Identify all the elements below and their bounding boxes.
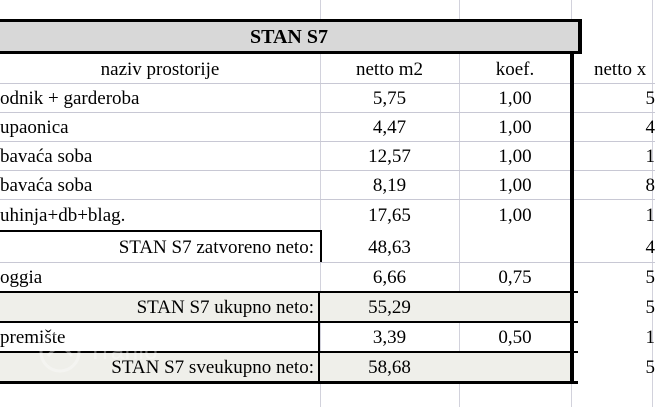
summary-label: STAN S7 ukupno neto: [136,296,314,318]
header-area: netto m2 [355,58,424,80]
header-name: naziv prostorije [100,58,220,80]
coef-value: 1,00 [498,87,532,109]
area-value: 4,47 [372,116,407,138]
area-value: 17,65 [368,204,411,226]
netto-x-value: 5 [645,356,655,378]
room-name: premište [0,326,66,348]
area-value: 48,63 [368,236,411,258]
netto-x-value: 1 [645,326,655,348]
coef-value: 0,75 [498,266,532,288]
summary-label: STAN S7 zatvoreno neto: [118,236,314,258]
room-name: bavaća soba [0,174,93,196]
netto-x-value: 8 [645,174,655,196]
header-coef: koef. [495,58,535,80]
coef-value [459,353,571,381]
room-name: uhinja+db+blag. [0,204,126,226]
room-name: upaonica [0,116,69,138]
coef-value [459,293,571,321]
room-name: oggia [0,266,43,288]
area-value: 55,29 [368,296,411,318]
coef-value: 1,00 [498,204,532,226]
summary-label: STAN S7 sveukupno neto: [111,356,314,378]
coef-value: 0,50 [498,326,532,348]
netto-x-value: 4 [645,236,655,258]
netto-x-value: 5 [645,87,655,109]
area-value: 5,75 [372,87,407,109]
netto-x-value: 1 [645,204,655,226]
area-value: 12,57 [368,145,411,167]
coef-value [459,232,571,262]
netto-x-value: 4 [645,116,655,138]
netto-x-value: 5 [645,296,655,318]
netto-x-value: 5 [645,266,655,288]
room-name: odnik + garderoba [0,87,140,109]
coef-value: 1,00 [498,116,532,138]
area-value: 58,68 [368,356,411,378]
room-name: bavaća soba [0,145,93,167]
coef-value: 1,00 [498,145,532,167]
header-netto-x: netto x [594,58,647,80]
area-value: 6,66 [372,266,407,288]
watermark-text: Tranio [88,338,159,365]
table-title: STAN S7 [0,22,578,52]
area-value: 8,19 [372,174,407,196]
area-value: 3,39 [372,326,407,348]
coef-value: 1,00 [498,174,532,196]
netto-x-value: 1 [645,145,655,167]
